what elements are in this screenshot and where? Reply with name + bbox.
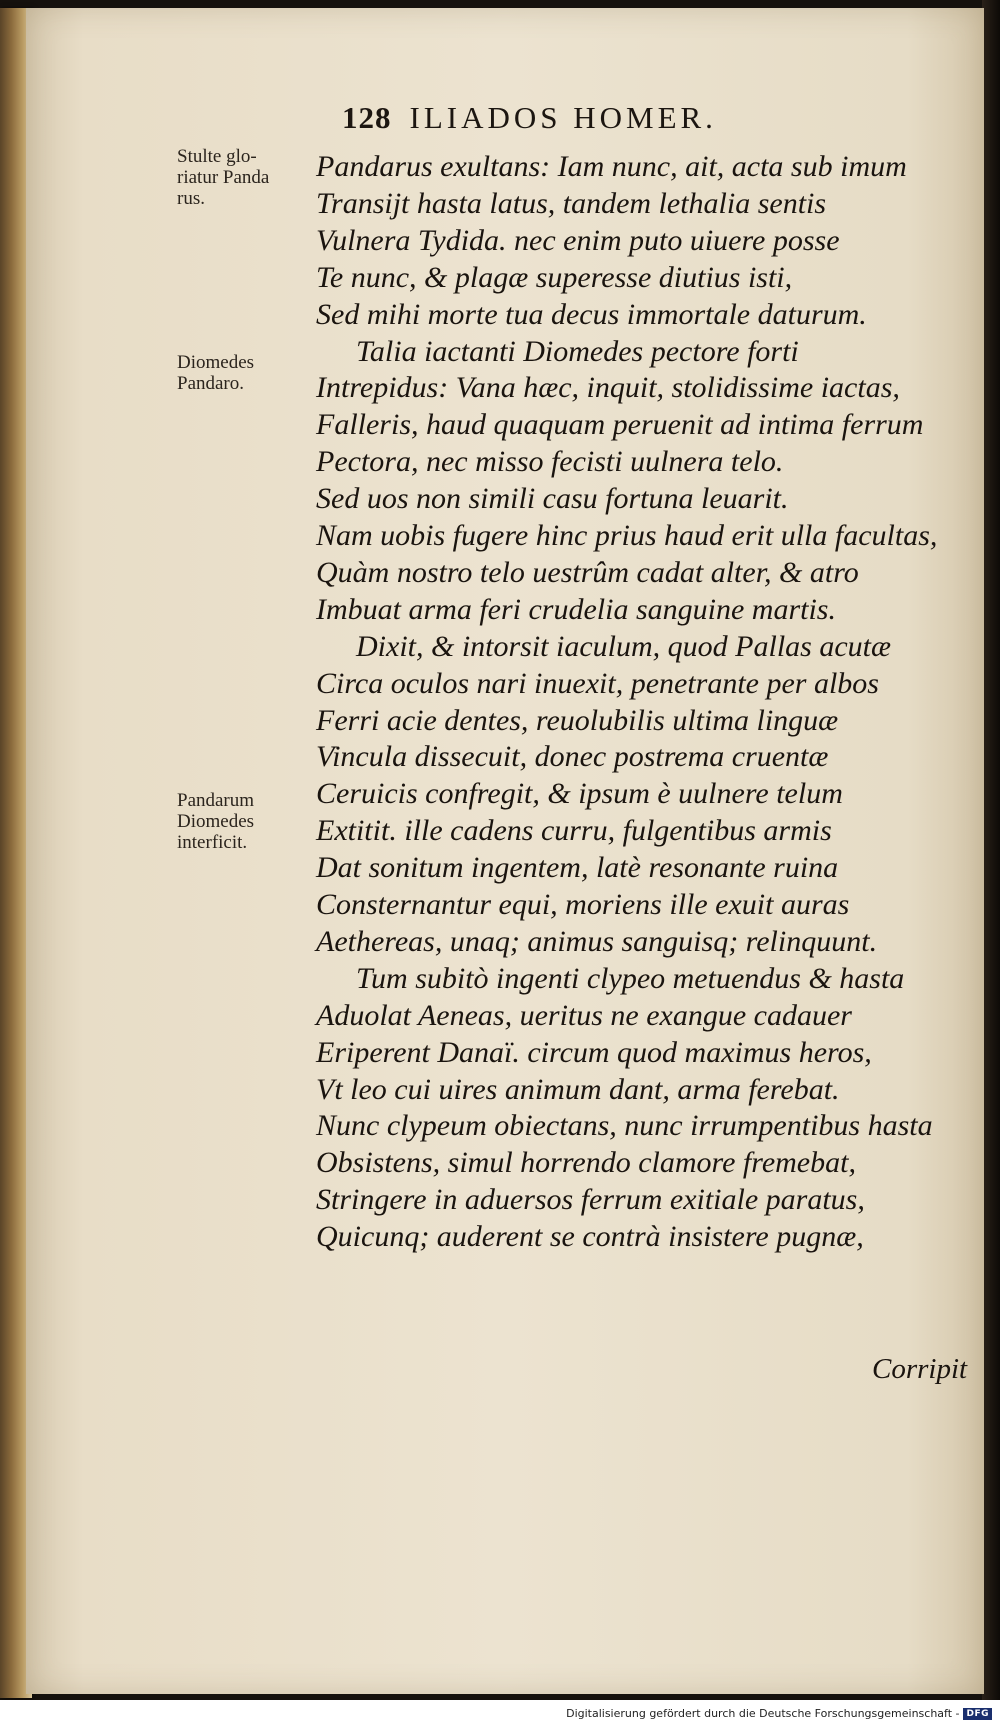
digitization-footer: [0, 1700, 1000, 1727]
page-number: 128: [342, 100, 392, 135]
verse-line: Talia iactanti Diomedes pectore forti: [356, 335, 799, 368]
verse-line: Aduolat Aeneas, ueritus ne exangue cadauer: [316, 999, 852, 1032]
verse-line: Nunc clypeum obiectans, nunc irrumpentibus hasta: [316, 1109, 933, 1142]
verse-line: Vulnera Tydida. nec enim puto uiuere posse: [316, 224, 840, 257]
verse-line: Ceruicis confregit, & ipsum è uulnere telum: [316, 777, 843, 810]
scan-right-edge: [982, 0, 1000, 1700]
verse-line: Tum subitò ingenti clypeo metuendus & hasta: [356, 962, 905, 995]
verse-line: Dixit, & intorsit iaculum, quod Pallas acutæ: [356, 630, 891, 663]
verse-line: Te nunc, & plagæ superesse diutius isti,: [316, 261, 793, 294]
verse-line: Sed uos non simili casu fortuna leuarit.: [316, 482, 789, 515]
verse-line: Circa oculos nari inuexit, penetrante per albos: [316, 667, 879, 700]
margin-note: Diomedes Pandaro.: [177, 352, 255, 394]
verse-line: Eriperent Danaï. circum quod maximus heros,: [316, 1036, 872, 1069]
footer-credit: Digitalisierung gefördert durch die Deutsche Forschungsgemeinschaft -: [566, 1707, 960, 1720]
running-title: ILIADOS HOMER.: [409, 100, 717, 135]
verse-line: Vincula dissecuit, donec postrema cruentæ: [316, 740, 829, 773]
verse-line: Quicunq; auderent se contrà insistere pugnæ,: [316, 1220, 864, 1253]
verse-line: Transijt hasta latus, tandem lethalia sentis: [316, 187, 827, 220]
dfg-logo-icon: DFG: [963, 1708, 992, 1720]
running-header: [342, 100, 882, 140]
verse-line: Falleris, haud quaquam peruenit ad intima ferrum: [316, 408, 924, 441]
verse-line: Vt leo cui uires animum dant, arma ferebat.: [316, 1073, 840, 1106]
verse-line: Nam uobis fugere hinc prius haud erit ulla facultas,: [316, 519, 938, 552]
verse-line: Aethereas, unaq; animus sanguisq; relinquunt.: [316, 925, 878, 958]
verse-line: Extitit. ille cadens curru, fulgentibus armis: [316, 814, 832, 847]
verse-line: Dat sonitum ingentem, latè resonante ruina: [316, 851, 839, 884]
verse-line: Ferri acie dentes, reuolubilis ultima linguæ: [316, 704, 839, 737]
verse-line: Pandarus exultans: Iam nunc, ait, acta sub imum: [316, 150, 907, 183]
verse-line: Sed mihi morte tua decus immortale daturum.: [316, 298, 867, 331]
verse-line: Intrepidus: Vana hæc, inquit, stolidissime iactas,: [316, 371, 900, 404]
verse-line: Consternantur equi, moriens ille exuit auras: [316, 888, 850, 921]
catchword: Corripit: [872, 1353, 968, 1385]
verse-line: Quàm nostro telo uestrûm cadat alter, & atro: [316, 556, 859, 589]
verse-line: Pectora, nec misso fecisti uulnera telo.: [316, 445, 784, 478]
verse-line: Stringere in aduersos ferrum exitiale paratus,: [316, 1183, 865, 1216]
book-page: [26, 8, 984, 1694]
verse-line: Obsistens, simul horrendo clamore fremebat,: [316, 1146, 856, 1179]
margin-note: Pandarum Diomedes interficit.: [177, 790, 255, 853]
margin-note: Stulte glo- riatur Panda rus.: [177, 146, 270, 209]
verse-line: Imbuat arma feri crudelia sanguine martis.: [316, 593, 836, 626]
